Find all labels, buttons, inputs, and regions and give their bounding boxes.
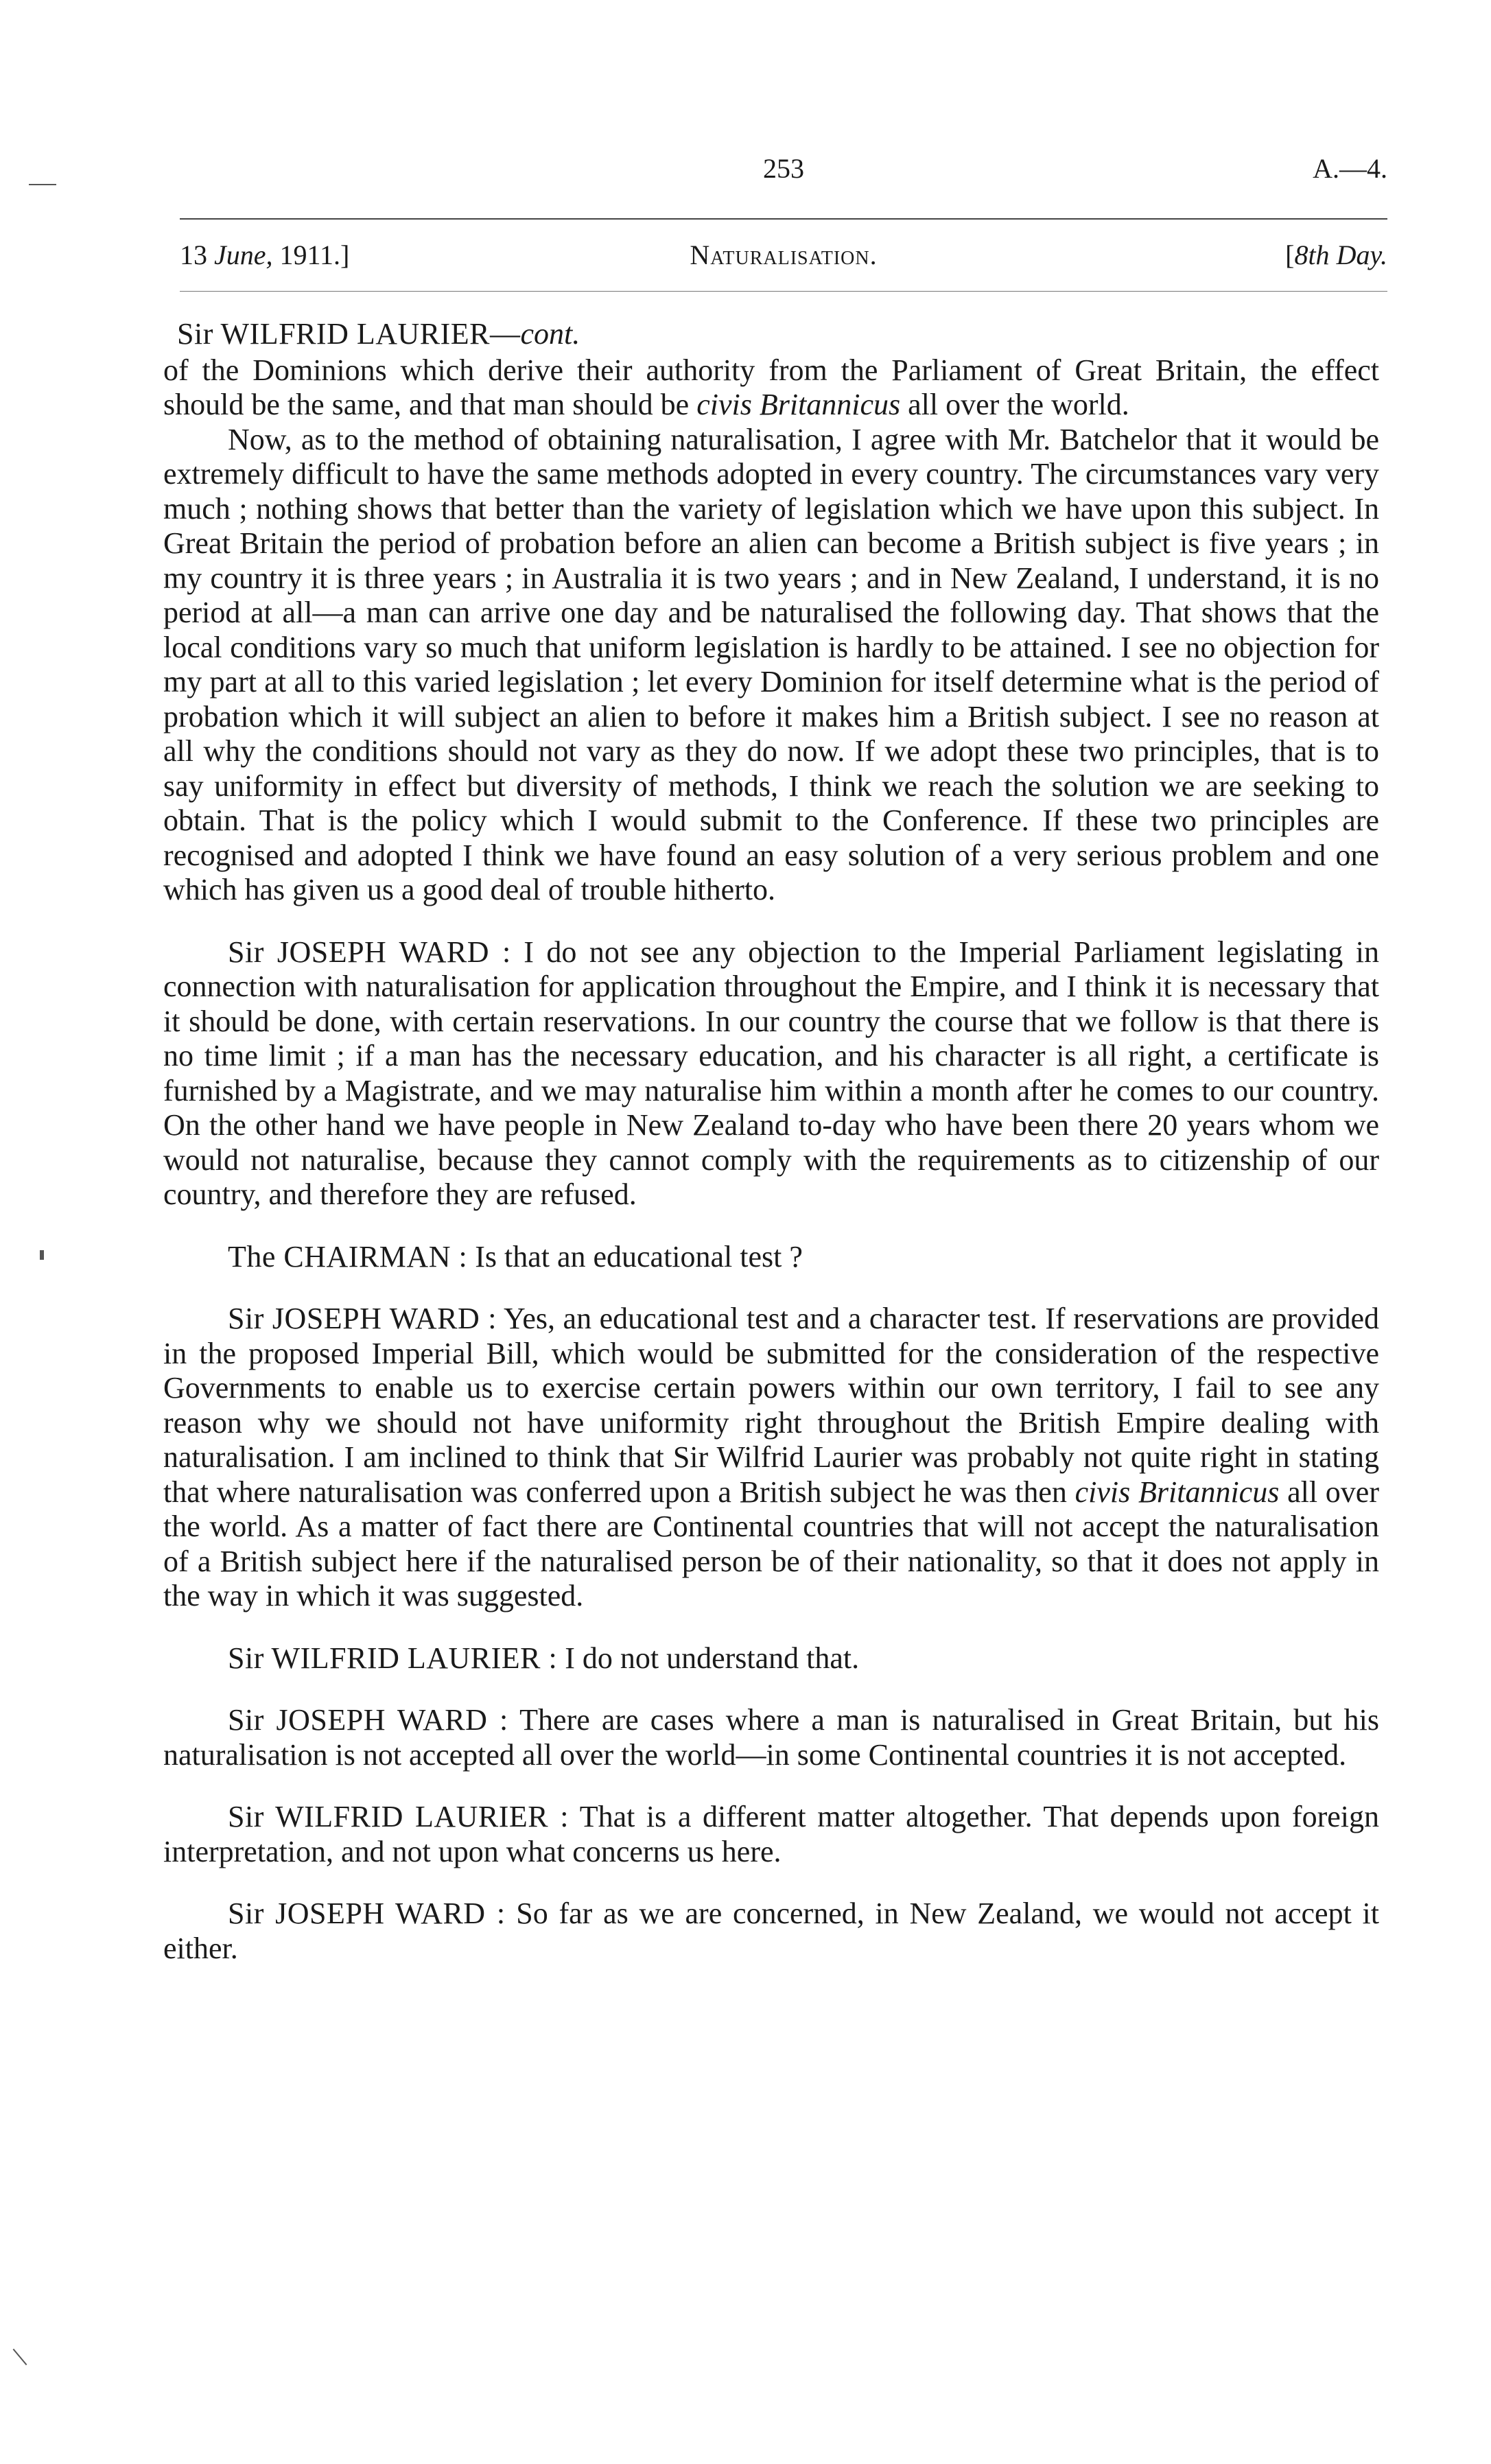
paragraph-text: Yes, an educational test and a character test. If reservations are provided in the proposed Imperial Bill, which would be submitted for the consideration of the respective Governments to enable us to exercise certain powers within our own territory, I fail to see any reason why we should not have uniformity right throughout the British Empire dealing with naturalisation. I am inclined to think that Sir Wilfrid Laurier was probably not quite right in stating that where naturalisation was conferred upon a British subject he was then — [163, 1302, 1379, 1509]
paragraph-text: So far as we are concerned, in New Zealand, we would not accept it either. — [163, 1897, 1379, 1965]
paragraph-continuation — [163, 353, 1379, 423]
day-bracket: [ — [1285, 239, 1295, 270]
paragraph-text: I do not understand that. — [557, 1641, 860, 1675]
header-rule-bottom — [180, 291, 1387, 292]
transcript-body — [163, 317, 1379, 1966]
page-title: Naturalisation. — [690, 239, 878, 270]
date-month: June, — [214, 239, 273, 270]
italic-phrase: civis Britannicus — [696, 388, 901, 421]
page-number: 253 — [763, 153, 804, 184]
running-header — [180, 152, 1387, 193]
scan-artifact-mark — [13, 2349, 27, 2365]
paragraph-text: That is a different matter altogether. That depends upon foreign interpretation, and not upon what concerns us here. — [163, 1800, 1379, 1868]
day-word: Day. — [1336, 239, 1387, 270]
paragraph-text: of the Dominions which derive their authority from the Parliament of Great Britain, the effect should be the same, and that man should be — [163, 353, 1379, 421]
scan-artifact-mark — [29, 184, 56, 185]
continued-marker: cont. — [520, 317, 580, 351]
speaker-name: Sir WILFRID LAURIER : — [228, 1800, 569, 1833]
date-year: 1911.] — [279, 239, 350, 270]
speaker-name: Sir WILFRID LAURIER— — [177, 317, 521, 351]
speaker-name: Sir JOSEPH WARD : — [228, 935, 511, 969]
paragraph-laurier-reply — [163, 1641, 1379, 1676]
speaker-name: Sir JOSEPH WARD : — [228, 1302, 497, 1335]
day-ordinal: 8th — [1294, 239, 1330, 270]
paragraph-text: all over the world. — [900, 388, 1129, 421]
speaker-name: Sir JOSEPH WARD : — [228, 1703, 508, 1737]
speaker-name: Sir JOSEPH WARD : — [228, 1897, 506, 1930]
speaker-name: Sir WILFRID LAURIER : — [228, 1641, 558, 1675]
section-header — [180, 239, 1387, 280]
document-reference: A.—4. — [1313, 153, 1387, 184]
date-day: 13 — [180, 239, 207, 270]
paragraph-text: Is that an educational test ? — [467, 1239, 803, 1274]
scan-artifact-mark — [40, 1250, 44, 1260]
italic-phrase: civis Britannicus — [1075, 1475, 1280, 1509]
paragraph-text: all over the world. As a matter of fact there are Continental countries that will not accept the naturalisation of a British subject here if the naturalised person be of their nationality, so that it does not apply in the way in which it was suggested. — [163, 1475, 1379, 1612]
speaker-name: The CHAIRMAN : — [228, 1239, 468, 1274]
session-day — [1285, 239, 1387, 271]
paragraph-ward-reply — [163, 1302, 1379, 1614]
paragraph-chairman-question — [163, 1240, 1379, 1275]
continued-speaker-heading — [163, 317, 1379, 352]
paragraph-ward-cases — [163, 1703, 1379, 1772]
paragraph-text: I do not see any objection to the Imperial Parliament legislating in connection with naturalisation for application throughout the Empire, and I think it is necessary that it should be done, with certain reservations. In our country the course that we follow is that there is no time limit ; if a man has the necessary education, and his character is all right, a certificate is furnished by a Magistrate, and we may naturalise him within a month after he comes to our country. On the other hand we have people in New Zealand to-day who have been there 20 years whom we would not naturalise, because they cannot comply with the requirements as to citizenship of our country, and therefore they are refused. — [163, 935, 1379, 1211]
paragraph-method-of-naturalisation: Now, as to the method of obtaining naturalisation, I agree with Mr. Batchelor that it would be extremely difficult to have the same methods adopted in every country. The circumstances vary very much ; nothing shows that better than the variety of legislation which we have upon this subject. In Great Britain the period of probation before an alien can become a British subject is five years ; in my country it is three years ; in Australia it is two years ; and in New Zealand, I understand, it is no period at all—a man can arrive one day and be naturalised the following day. That shows that the local conditions vary so much that uniform legislation is hardly to be attained. I see no objection for my part at all to this varied legislation ; let every Dominion for itself determine what is the period of probation which it will subject an alien to before it makes him a British subject. I see no reason at all why the conditions should not vary as they do now. If we adopt these two principles, that is to say uniformity in effect but diversity of methods, I think we reach the solution we are seeking to obtain. That is the policy which I would submit to the Conference. If these two principles are recognised and adopted I think we have found an easy solution of a very serious problem and one which has given us a good deal of trouble hitherto. — [163, 422, 1379, 906]
paragraph-ward-conclusion — [163, 1897, 1379, 1966]
paragraph-laurier-different-matter — [163, 1800, 1379, 1869]
paragraph-ward-statement — [163, 935, 1379, 1212]
paragraph-text: There are cases where a man is naturalised in Great Britain, but his naturalisation is not accepted all over the world—in some Continental countries it is not accepted. — [163, 1703, 1380, 1772]
header-rule-top — [180, 218, 1387, 220]
